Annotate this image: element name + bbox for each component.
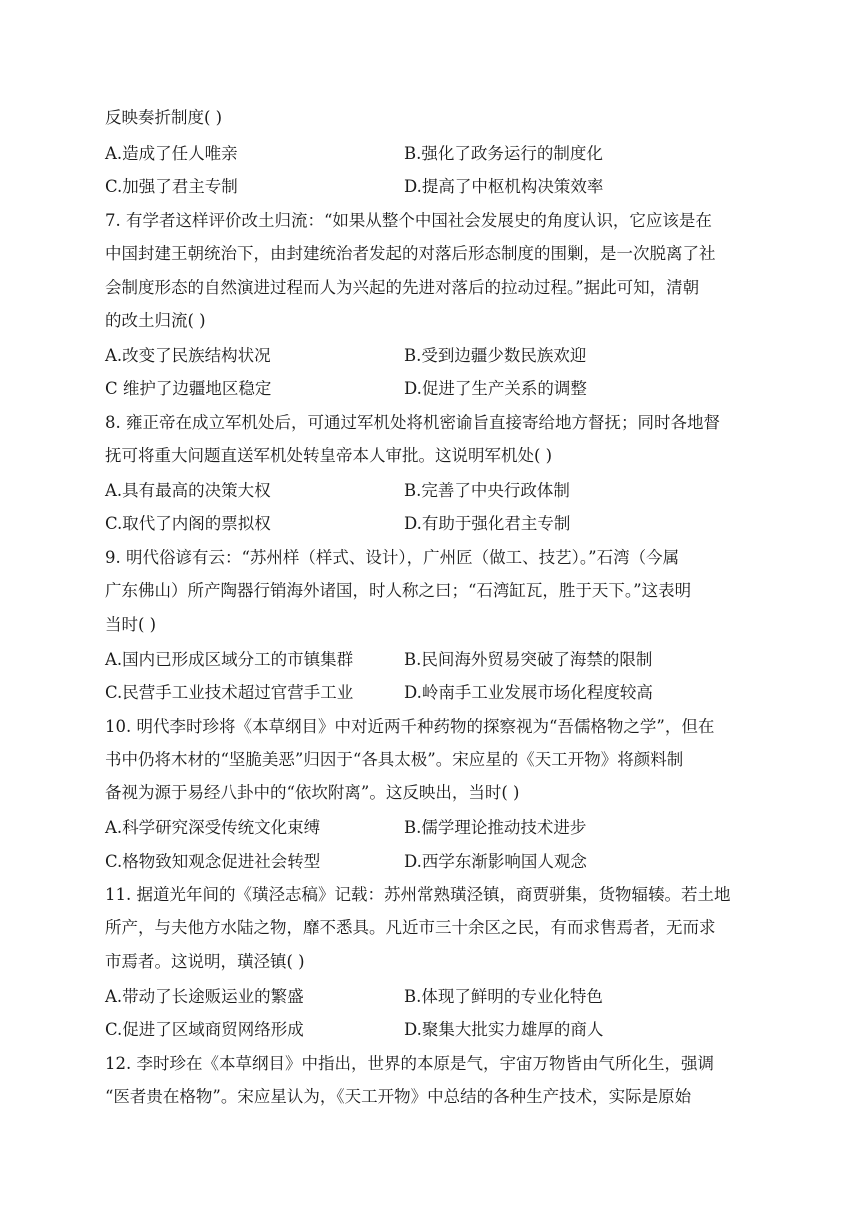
question-9-stem-line-2: 广东佛山）所产陶器行销海外诸国，时人称之曰；“石湾缸瓦，胜于天下。”这表明 [105,581,692,600]
question-11-stem-line-3: 市焉者。这说明，璜泾镇( ) [105,952,305,971]
question-10-option-d: D.西学东渐影响国人观念 [404,852,587,871]
question-7-stem-line-1: 7. 有学者这样评价改土归流：“如果从整个中国社会发展史的角度认识，它应该是在 [105,211,712,230]
question-7-stem-line-3: 会制度形态的自然演进过程而人为兴起的先进对落后的拉动过程。”据此可知，清朝 [105,278,700,297]
question-9-option-d: D.岭南手工业发展市场化程度较高 [404,683,653,702]
question-11-stem-line-1: 11. 据道光年间的《璜泾志稿》记载：苏州常熟璜泾镇，商贾骈集，货物辐辏。若土地 [105,885,731,904]
question-11-option-d: D.聚集大批实力雄厚的商人 [404,1020,604,1039]
question-7-option-c: C 维护了边疆地区稳定 [105,379,272,398]
question-11-option-c: C.促进了区域商贸网络形成 [105,1020,304,1039]
question-7-option-a: A.改变了民族结构状况 [105,346,271,365]
question-8-option-a: A.具有最高的决策大权 [105,481,271,500]
question-7-option-d: D.促进了生产关系的调整 [404,379,587,398]
question-12-stem-line-1: 12. 李时珍在《本草纲目》中指出，世界的本原是气，宇宙万物皆由气所化生，强调 [105,1054,714,1073]
question-10-option-b: B.儒学理论推动技术进步 [404,818,587,837]
question-10-option-c: C.格物致知观念促进社会转型 [105,852,321,871]
option-d: D.提高了中枢机构决策效率 [404,177,604,196]
question-9-option-c: C.民营手工业技术超过官营手工业 [105,683,354,702]
question-9-option-b: B.民间海外贸易突破了海禁的限制 [404,650,653,669]
question-9-stem-line-3: 当时( ) [105,615,157,634]
question-9-option-a: A.国内已形成区域分工的市镇集群 [105,650,354,669]
option-a: A.造成了任人唯亲 [105,144,238,163]
question-7-option-b: B.受到边疆少数民族欢迎 [404,346,587,365]
question-7-stem-line-4: 的改土归流( ) [105,311,206,330]
question-8-stem-line-2: 抚可将重大问题直送军机处转皇帝本人审批。这说明军机处( ) [105,446,553,465]
question-11-option-a: A.带动了长途贩运业的繁盛 [105,987,304,1006]
question-9-stem-line-1: 9. 明代俗谚有云：“苏州样（样式、设计），广州匠（做工、技艺）。”石湾（今属 [105,548,680,567]
question-8-stem-line-1: 8. 雍正帝在成立军机处后，可通过军机处将机密谕旨直接寄给地方督抚；同时各地督 [105,413,720,432]
question-11-option-b: B.体现了鲜明的专业化特色 [404,987,603,1006]
question-8-option-d: D.有助于强化君主专制 [404,514,571,533]
question-11-stem-line-2: 所产，与夫他方水陆之物，靡不悉具。凡近市三十余区之民，有而求售焉者，无而求 [105,918,716,937]
question-7-stem-line-2: 中国封建王朝统治下，由封建统治者发起的对落后形态制度的围剿，是一次脱离了社 [105,244,716,263]
question-10-stem-line-3: 备视为源于易经八卦中的“依坎附离”。这反映出，当时( ) [105,783,520,802]
question-8-option-c: C.取代了内阁的票拟权 [105,514,271,533]
question-10-option-a: A.科学研究深受传统文化束缚 [105,818,321,837]
question-10-stem-line-2: 书中仍将木材的“坚脆美恶”归因于“各具太极”。宋应星的《天工开物》将颜料制 [105,750,684,769]
question-8-option-b: B.完善了中央行政体制 [404,481,570,500]
question-10-stem-line-1: 10. 明代李时珍将《本草纲目》中对近两千种药物的探察视为“吾儒格物之学”，但在 [105,717,715,736]
option-b: B.强化了政务运行的制度化 [404,144,603,163]
option-c: C.加强了君主专制 [105,177,238,196]
question-stem-line: 反映奏折制度( ) [105,108,223,127]
question-12-stem-line-2: “医者贵在格物”。宋应星认为，《天工开物》中总结的各种生产技术，实际是原始 [105,1087,692,1106]
